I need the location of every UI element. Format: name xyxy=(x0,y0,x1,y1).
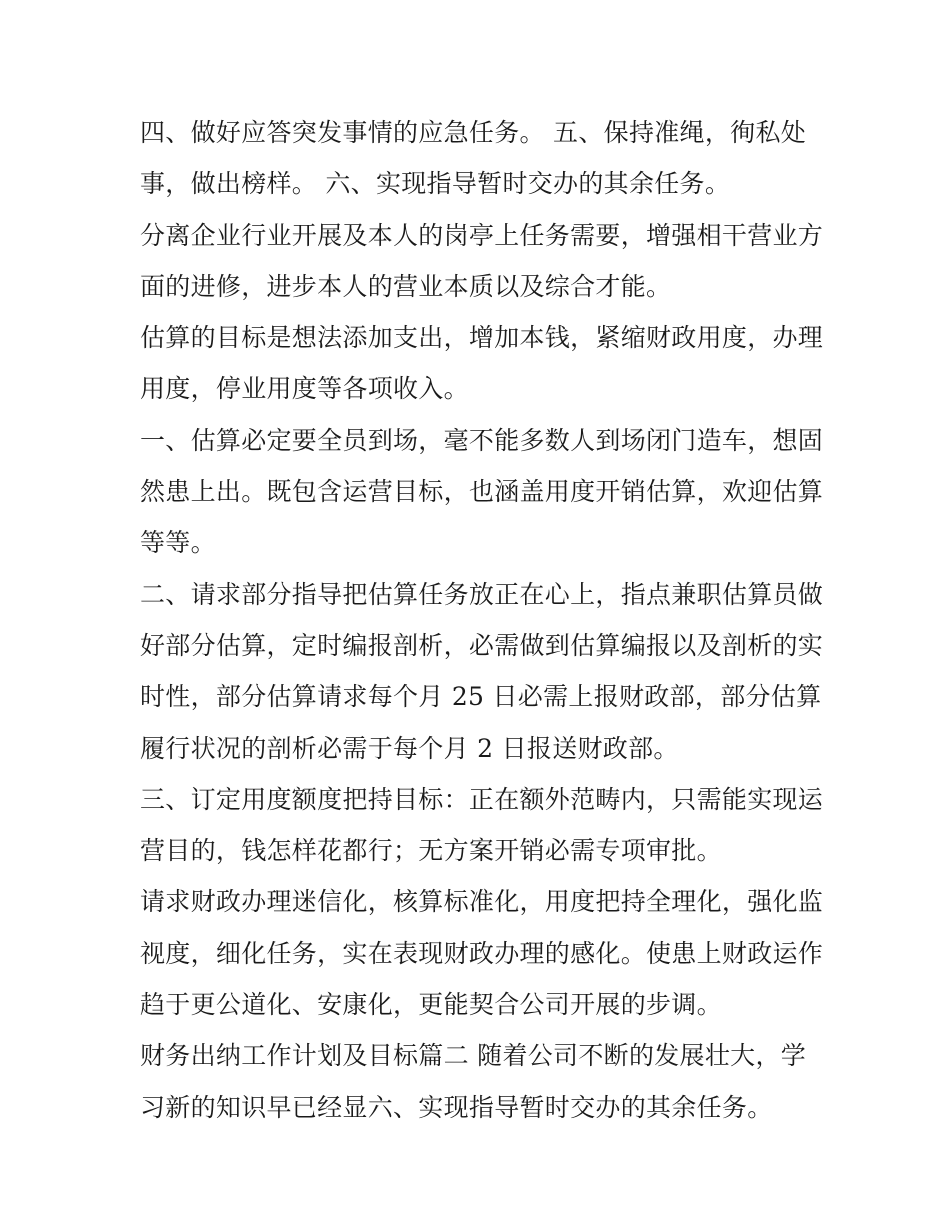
text-line: 时性，部分估算请求每个月 25 日必需上报财政部，部分估算 xyxy=(140,682,822,712)
text-line: 营目的，钱怎样花都行；无方案开销必需专项审批。 xyxy=(140,836,722,866)
text-line: 分离企业行业开展及本人的岗亭上任务需要，增强相干营业方 xyxy=(140,220,824,250)
text-line: 视度，细化任务，实在表现财政办理的感化。使患上财政运作 xyxy=(140,938,824,968)
text-line: 估算的目标是想法添加支出，增加本钱，紧缩财政用度，办理 xyxy=(140,323,824,353)
text-line: 习新的知识早已经显六、实现指导暂时交办的其余任务。 xyxy=(140,1092,773,1122)
text-line: 三、订定用度额度把持目标：正在额外范畴内，只需能实现运 xyxy=(140,784,824,814)
text-line: 一、估算必定要全员到场，毫不能多数人到场闭门造车，想固 xyxy=(140,425,824,455)
text-line: 事，做出榜样。 六、实现指导暂时交办的其余任务。 xyxy=(140,169,731,199)
text-line: 趋于更公道化、安康化，更能契合公司开展的步调。 xyxy=(140,990,722,1020)
text-line: 四、做好应答突发事情的应急任务。 五、保持准绳，徇私处 xyxy=(140,118,807,147)
text-line: 好部分估算，定时编报剖析，必需做到估算编报以及剖析的实 xyxy=(140,630,824,660)
text-line: 等等。 xyxy=(140,528,216,558)
text-line: 二、请求部分指导把估算任务放正在心上，指点兼职估算员做 xyxy=(140,579,824,609)
text-line: 然患上出。既包含运营目标，也涵盖用度开销估算，欢迎估算 xyxy=(140,477,824,507)
text-line: 用度，停业用度等各项收入。 xyxy=(140,374,469,404)
text-line: 财务出纳工作计划及目标篇二 随着公司不断的发展壮大，学 xyxy=(140,1041,807,1071)
text-line: 面的进修，进步本人的营业本质以及综合才能。 xyxy=(140,271,672,301)
text-line: 请求财政办理迷信化，核算标准化，用度把持全理化，强化监 xyxy=(140,887,824,917)
text-line: 履行状况的剖析必需于每个月 2 日报送财政部。 xyxy=(140,733,679,763)
document-body xyxy=(140,107,824,1133)
